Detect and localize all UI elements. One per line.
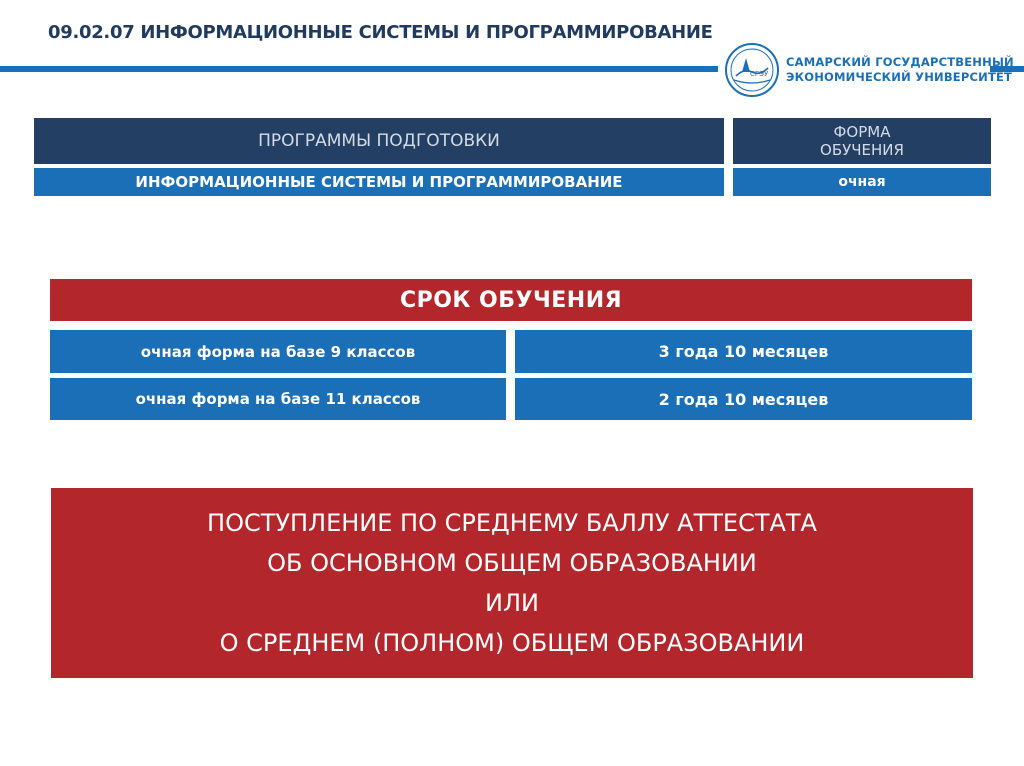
program-name-cell: ИНФОРМАЦИОННЫЕ СИСТЕМЫ И ПРОГРАММИРОВАНИЕ xyxy=(34,168,724,196)
admission-line3: ИЛИ xyxy=(485,589,539,617)
form-header-line2: ОБУЧЕНИЯ xyxy=(820,141,904,159)
university-name-line1: САМАРСКИЙ ГОСУДАРСТВЕННЫЙ xyxy=(786,55,1014,69)
programs-column-header: ПРОГРАММЫ ПОДГОТОВКИ xyxy=(34,118,724,164)
form-column-header xyxy=(733,118,991,164)
duration-label-9: очная форма на базе 9 классов xyxy=(50,330,506,373)
logo-text: СГЭУ xyxy=(750,70,769,78)
university-logo-icon xyxy=(724,42,780,98)
university-name xyxy=(786,55,1014,85)
study-form-cell: очная xyxy=(733,168,991,196)
admission-line4: О СРЕДНЕМ (ПОЛНОМ) ОБЩЕМ ОБРАЗОВАНИИ xyxy=(219,629,805,657)
header-divider xyxy=(0,66,718,72)
university-name-line2: ЭКОНОМИЧЕСКИЙ УНИВЕРСИТЕТ xyxy=(786,70,1013,84)
page-title: 09.02.07 ИНФОРМАЦИОННЫЕ СИСТЕМЫ И ПРОГРАММИРОВАНИЕ xyxy=(48,22,713,43)
duration-value-9: 3 года 10 месяцев xyxy=(515,330,972,373)
form-header-line1: ФОРМА xyxy=(833,123,891,141)
admission-line2: ОБ ОСНОВНОМ ОБЩЕМ ОБРАЗОВАНИИ xyxy=(267,549,757,577)
admission-line1: ПОСТУПЛЕНИЕ ПО СРЕДНЕМУ БАЛЛУ АТТЕСТАТА xyxy=(207,509,817,537)
duration-value-11: 2 года 10 месяцев xyxy=(515,378,972,420)
duration-title: СРОК ОБУЧЕНИЯ xyxy=(50,279,972,321)
admission-banner xyxy=(51,488,973,678)
duration-label-11: очная форма на базе 11 классов xyxy=(50,378,506,420)
